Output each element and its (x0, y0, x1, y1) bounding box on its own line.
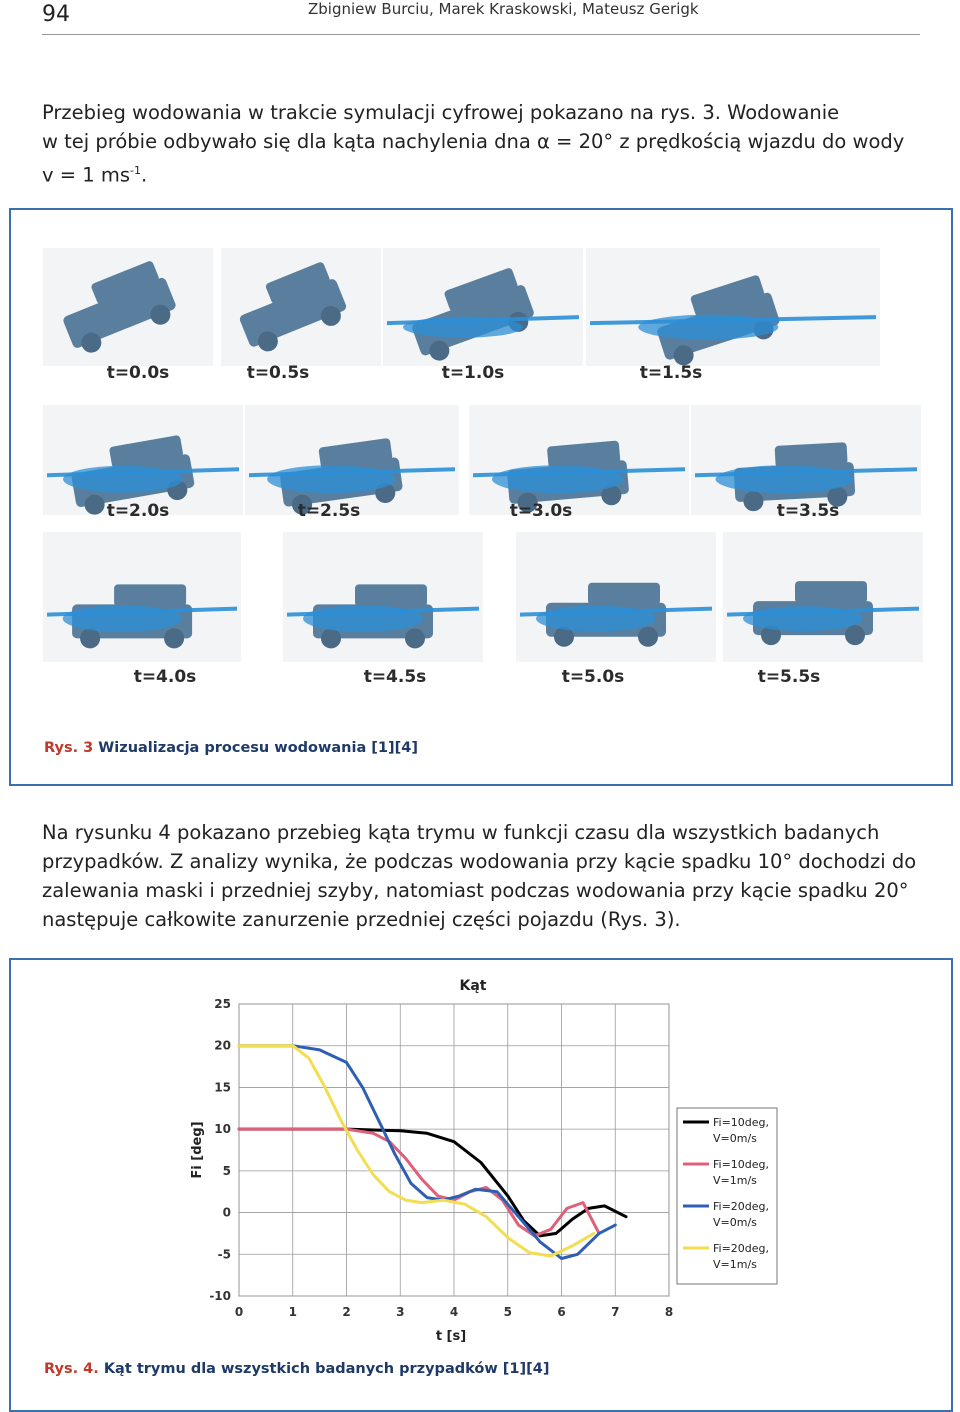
figure-4-caption-label: Rys. 4. (44, 1361, 99, 1377)
paragraph-line: w tej próbie odbywało się dla kąta nachylenia dna α = 20° z prędkością wjazdu do wody (42, 130, 905, 153)
y-tick-label: 5 (222, 1163, 231, 1178)
x-axis-label: t [s] (435, 1329, 467, 1344)
simulation-frame (283, 532, 483, 662)
simulation-frame (221, 248, 381, 366)
x-tick-label: 8 (664, 1305, 674, 1319)
y-axis-label: Fi [deg] (190, 1121, 205, 1179)
frame-time-label: t=0.0s (106, 363, 170, 383)
figure-4-box (9, 958, 953, 1412)
water-splash (743, 606, 863, 631)
simulation-frame (383, 248, 583, 366)
x-tick-label: 0 (234, 1305, 244, 1319)
figure-4-caption (44, 1361, 549, 1377)
legend-label: V=1m/s (713, 1258, 757, 1271)
legend-label: V=0m/s (713, 1132, 757, 1145)
frame-time-label: t=1.5s (639, 363, 703, 383)
simulation-frame (723, 532, 923, 662)
water-splash (303, 605, 423, 632)
simulation-frame (691, 405, 921, 515)
x-tick-label: 3 (396, 1305, 405, 1319)
running-header-authors: Zbigniew Burciu, Marek Kraskowski, Mateusz Gerigk (308, 0, 699, 18)
vehicle-front-wheel (321, 628, 341, 648)
water-splash (716, 465, 854, 493)
x-tick-label: 6 (557, 1305, 566, 1319)
legend-label: Fi=10deg, (713, 1116, 770, 1129)
frame-time-label: t=4.0s (133, 667, 197, 687)
velocity-end: . (141, 163, 148, 187)
header-rule (42, 34, 920, 35)
paragraph-analysis (42, 818, 920, 934)
vehicle-cabin (588, 583, 660, 605)
vehicle-rear-wheel (405, 628, 425, 648)
x-tick-label: 7 (611, 1305, 620, 1319)
frame-time-label: t=1.0s (441, 363, 505, 383)
simulation-frame (586, 248, 880, 370)
vehicle-rear-wheel (638, 627, 658, 647)
paragraph-line: następuje całkowite zanurzenie przedniej części pojazdu (Rys. 3). (42, 908, 681, 931)
legend-label: V=0m/s (713, 1216, 757, 1229)
y-tick-label: 0 (222, 1205, 231, 1220)
y-tick-label: -10 (209, 1289, 231, 1303)
vehicle-rear-wheel (845, 625, 865, 645)
legend-label: Fi=20deg, (713, 1242, 770, 1255)
y-tick-label: 20 (214, 1038, 231, 1053)
frame-time-label: t=3.5s (776, 501, 840, 521)
simulation-frame (43, 532, 241, 662)
vehicle-rear-wheel (164, 628, 184, 648)
y-tick-label: 25 (214, 997, 231, 1011)
legend-label: Fi=20deg, (713, 1200, 770, 1213)
vehicle-cabin (775, 442, 848, 468)
figure-3-visualization (11, 210, 951, 730)
figure-3-caption-label: Rys. 3 (44, 740, 94, 756)
water-splash (63, 466, 183, 493)
figure-3-caption (44, 740, 418, 756)
water-splash (492, 465, 624, 493)
paragraph-line: Na rysunku 4 pokazano przebieg kąta trymu w funkcji czasu dla wszystkich badanych (42, 821, 880, 844)
simulation-frame (516, 532, 716, 662)
vehicle-front-wheel (80, 628, 100, 648)
vehicle-cabin (355, 584, 427, 606)
x-tick-label: 5 (503, 1305, 512, 1319)
water-splash (536, 606, 656, 632)
legend-label: V=1m/s (713, 1174, 757, 1187)
water-splash (638, 315, 778, 340)
frame-time-label: t=3.0s (509, 501, 573, 521)
simulation-frame (469, 405, 689, 515)
frame-time-label: t=0.5s (246, 363, 310, 383)
x-tick-label: 2 (342, 1305, 351, 1319)
simulation-frame (43, 248, 213, 366)
vehicle-cabin (114, 584, 186, 606)
figure-3-caption-text: Wizualizacja procesu wodowania [1][4] (93, 740, 418, 756)
water-splash (267, 465, 395, 493)
y-tick-label: -5 (217, 1247, 231, 1262)
frame-time-label: t=4.5s (363, 667, 427, 687)
paragraph-line: Przebieg wodowania w trakcie symulacji cyfrowej pokazano na rys. 3. Wodowanie (42, 101, 840, 124)
paragraph-line: przypadków. Z analizy wynika, że podczas wodowania przy kącie spadku 10° dochodzi do (42, 850, 917, 873)
paragraph-line: zalewania maski i przedniej szyby, natomiast podczas wodowania przy kącie spadku 20° (42, 879, 909, 902)
y-tick-label: 15 (214, 1080, 231, 1095)
figure-3-box (9, 208, 953, 786)
paragraph-line (42, 156, 920, 190)
frame-time-label: t=2.0s (106, 501, 170, 521)
legend-label: Fi=10deg, (713, 1158, 770, 1171)
water-splash (403, 317, 523, 338)
vehicle-cabin (795, 581, 867, 603)
chart-title: Kąt (459, 978, 487, 994)
x-tick-label: 1 (288, 1305, 297, 1319)
figure-4-caption-text: Kąt trymu dla wszystkich badanych przypadków [1][4] (98, 1361, 550, 1377)
y-tick-label: 10 (214, 1122, 231, 1137)
velocity-text: v = 1 ms (42, 163, 131, 187)
water-splash (63, 605, 182, 632)
frame-time-label: t=2.5s (297, 501, 361, 521)
paragraph-intro (42, 98, 920, 190)
trim-angle-chart (11, 960, 951, 1355)
frame-time-label: t=5.5s (757, 667, 821, 687)
x-tick-label: 4 (449, 1305, 459, 1319)
page-number: 94 (42, 2, 70, 27)
velocity-exponent: -1 (130, 164, 142, 177)
frame-time-label: t=5.0s (561, 667, 625, 687)
